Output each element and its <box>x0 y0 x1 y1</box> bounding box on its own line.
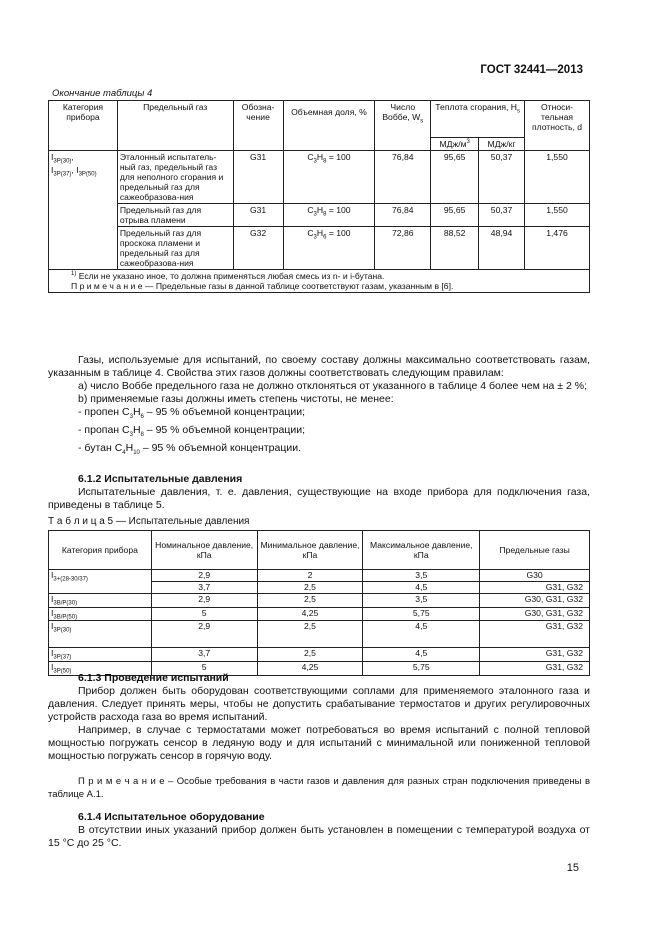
paragraph: В отсутствии иных указаний прибор должен быть установлен в помещении с температурой воздуха от 15 °С до 25 °С. <box>48 824 590 849</box>
t4-note: П р и м е ч а н и е — Предельные газы в данной таблице соответствуют газам, указанным в [6]. <box>71 281 454 291</box>
t5-header-maximum: Максимальное давление, кПа <box>363 531 480 570</box>
table-row <box>49 151 590 204</box>
list-item: - бутан $C_4H_{10} - 95$ % объемной концентрации. <box>78 442 302 457</box>
t5-header-minimum: Минимальное давление, кПа <box>257 531 363 570</box>
table-row <box>49 607 590 621</box>
section-6-1-2 <box>48 473 590 512</box>
table-4 <box>48 100 590 293</box>
t5-minimum: 2,5 <box>257 621 363 648</box>
t4-designation: G32 <box>233 227 283 270</box>
t4-wobbe: 76,84 <box>375 151 431 204</box>
t4-designation: G31 <box>233 204 283 227</box>
t4-density: 1,550 <box>525 151 590 204</box>
t5-maximum: 5,75 <box>363 662 480 676</box>
t5-minimum: 2 <box>257 570 363 582</box>
t4-heat-m3: 95,65 <box>431 204 479 227</box>
t5-gases: G31, G32 <box>480 621 590 648</box>
t4-header-gas: Предельный газ <box>117 101 233 151</box>
t4-header-wobbe: Число Воббе, $W_s$ <box>375 101 431 151</box>
section-6-1-3 <box>48 672 590 801</box>
table-row <box>49 570 590 582</box>
t4-heat-m3: 95,65 <box>431 151 479 204</box>
t4-notes <box>49 270 590 293</box>
table-row <box>49 204 590 227</box>
table5-caption: Т а б л и ц а 5 — Испытательные давления <box>48 516 250 527</box>
section-title: 6.1.3 Проведение испытаний <box>78 672 229 684</box>
t5-nominal: 5 <box>151 662 257 676</box>
t4-footnote: $^{1)}$ Если не указано иное, то должна применяться любая смесь из n- и i-бутана. <box>71 271 385 281</box>
section-note: П р и м е ч а н и е – Особые требования в части газов и давления для разных стран подключения приведены в таблице А.1. <box>48 776 591 800</box>
paragraph: а) число Воббе предельного газа не должно отклоняться от указанного в таблице 4 более чем на ± 2 %; <box>78 380 587 392</box>
t4-heat-kg: 50,37 <box>479 204 525 227</box>
t5-nominal: 2,9 <box>151 594 257 608</box>
list-item: - пропен $C_3H_6 - 95$ % объемной концентрации; <box>78 406 305 421</box>
t5-header-nominal: Номинальное давление, кПа <box>151 531 257 570</box>
list-item: - пропан $C_3H_8 - 95$ % объемной концентрации; <box>78 424 305 439</box>
t5-gases: G31, G32 <box>480 582 590 594</box>
t5-gases: G30, G31, G32 <box>480 594 590 608</box>
table-row <box>49 227 590 270</box>
t5-gases: G30 <box>480 570 590 582</box>
t5-category: $I_{3B/P(30)}$ <box>49 594 152 608</box>
t4-heat-m3: 88,52 <box>431 227 479 270</box>
table-row <box>49 594 590 608</box>
t5-minimum: 2,5 <box>257 594 363 608</box>
t4-wobbe: 72,86 <box>375 227 431 270</box>
t4-wobbe: 76,84 <box>375 204 431 227</box>
t4-header-unit-m3: МДж/$м^3$ <box>431 138 479 151</box>
t5-minimum: 2,5 <box>257 648 363 662</box>
t5-gases: G30, G31, G32 <box>480 607 590 621</box>
page-number: 15 <box>566 862 579 874</box>
t4-density: 1,476 <box>525 227 590 270</box>
t5-maximum: 4,5 <box>363 621 480 648</box>
t4-heat-kg: 50,37 <box>479 151 525 204</box>
t5-maximum: 4,5 <box>363 648 480 662</box>
paragraph: Прибор должен быть оборудован соответствующими соплами для применяемого эталонного газа и давления. Следует принять меры, чтобы не допустить срабатывание термостатов и других регулировочных устройств расхода газа во время испытаний. <box>48 685 590 723</box>
t4-gas: Предельный газ для отрыва пламени <box>117 204 233 227</box>
paragraph: Газы, используемые для испытаний, по своему составу должны максимально соответствовать газам, указанным в таблице 4. Свойства этих газов должны соответствовать следующим правилам: <box>48 354 590 379</box>
t4-header-heat: Теплота сгорания, $H_s$ <box>431 101 525 138</box>
section-title: 6.1.4 Испытательное оборудование <box>78 811 265 823</box>
document-code: ГОСТ 32441—2013 <box>480 64 583 76</box>
table4-caption: Окончание таблицы 4 <box>52 88 153 99</box>
t4-header-volume: Объемная доля, % <box>283 101 375 151</box>
t4-volume: $C_3H_8 = 100$ <box>283 204 375 227</box>
t4-header-density: Относи-тельная плотность, d <box>525 101 590 151</box>
t5-nominal: 3,7 <box>151 648 257 662</box>
table-row <box>49 621 590 648</box>
t5-maximum: 4,5 <box>363 582 480 594</box>
section-6-1-4 <box>48 811 590 850</box>
t5-category: $I_{3B/P(50)}$ <box>49 607 152 621</box>
t4-header-unit-kg: МДж/кг <box>479 138 525 151</box>
t4-volume: $C_3H_6 = 100$ <box>283 227 375 270</box>
t4-category-cell: $I_{3P(30)}$, $I_{3P(37)}$, $I_{3P(50)}$ <box>49 151 118 270</box>
t4-gas: Эталонный испытатель-ный газ, предельный газ для неполного сгорания и предельный газ для сажеобразова-ния <box>117 151 233 204</box>
t5-nominal: 3,7 <box>151 582 257 594</box>
t5-nominal: 2,9 <box>151 621 257 648</box>
t5-minimum: 4,25 <box>257 607 363 621</box>
t5-category: $I_{3+(28-30/37)}$ <box>49 570 152 594</box>
t5-category: $I_{3P(37)}$ <box>49 648 152 662</box>
t5-gases: G31, G32 <box>480 648 590 662</box>
t5-maximum: 3,5 <box>363 594 480 608</box>
t5-gases: G31, G32 <box>480 662 590 676</box>
section-title: 6.1.2 Испытательные давления <box>78 473 243 485</box>
t5-minimum: 4,25 <box>257 662 363 676</box>
body-text-gases <box>48 354 590 460</box>
t5-category: $I_{3P(30)}$ <box>49 621 152 648</box>
t4-gas: Предельный газ для проскока пламени и предельный газ для сажеобразова-ния <box>117 227 233 270</box>
t4-volume: $C_3H_8 = 100$ <box>283 151 375 204</box>
t5-category: $I_{3P(50)}$ <box>49 662 152 676</box>
t4-header-designation: Обозна-чение <box>233 101 283 151</box>
t5-minimum: 2,5 <box>257 582 363 594</box>
table-row <box>49 648 590 662</box>
paragraph: Испытательные давления, т. е. давления, существующие на входе прибора для подключения газа, приведены в таблице 5. <box>48 486 590 511</box>
t4-designation: G31 <box>233 151 283 204</box>
t5-header-category: Категория прибора <box>49 531 152 570</box>
t4-density: 1,550 <box>525 204 590 227</box>
t4-header-category: Категория прибора <box>49 101 118 151</box>
t4-heat-kg: 48,94 <box>479 227 525 270</box>
t5-nominal: 5 <box>151 607 257 621</box>
table-5 <box>48 530 590 676</box>
paragraph: Например, в случае с термостатами может потребоваться во время испытаний с полной тепловой мощностью погружать сенсор в ледяную воду и для испытаний с минимальной или пониженной тепловой мощностью погружать сенсор в горячую воду. <box>48 724 590 762</box>
t5-header-gases: Предельные газы <box>480 531 590 570</box>
paragraph: b) применяемые газы должны иметь степень чистоты, не менее: <box>78 393 394 405</box>
t5-nominal: 2,9 <box>151 570 257 582</box>
t5-maximum: 3,5 <box>363 570 480 582</box>
t5-maximum: 5,75 <box>363 607 480 621</box>
